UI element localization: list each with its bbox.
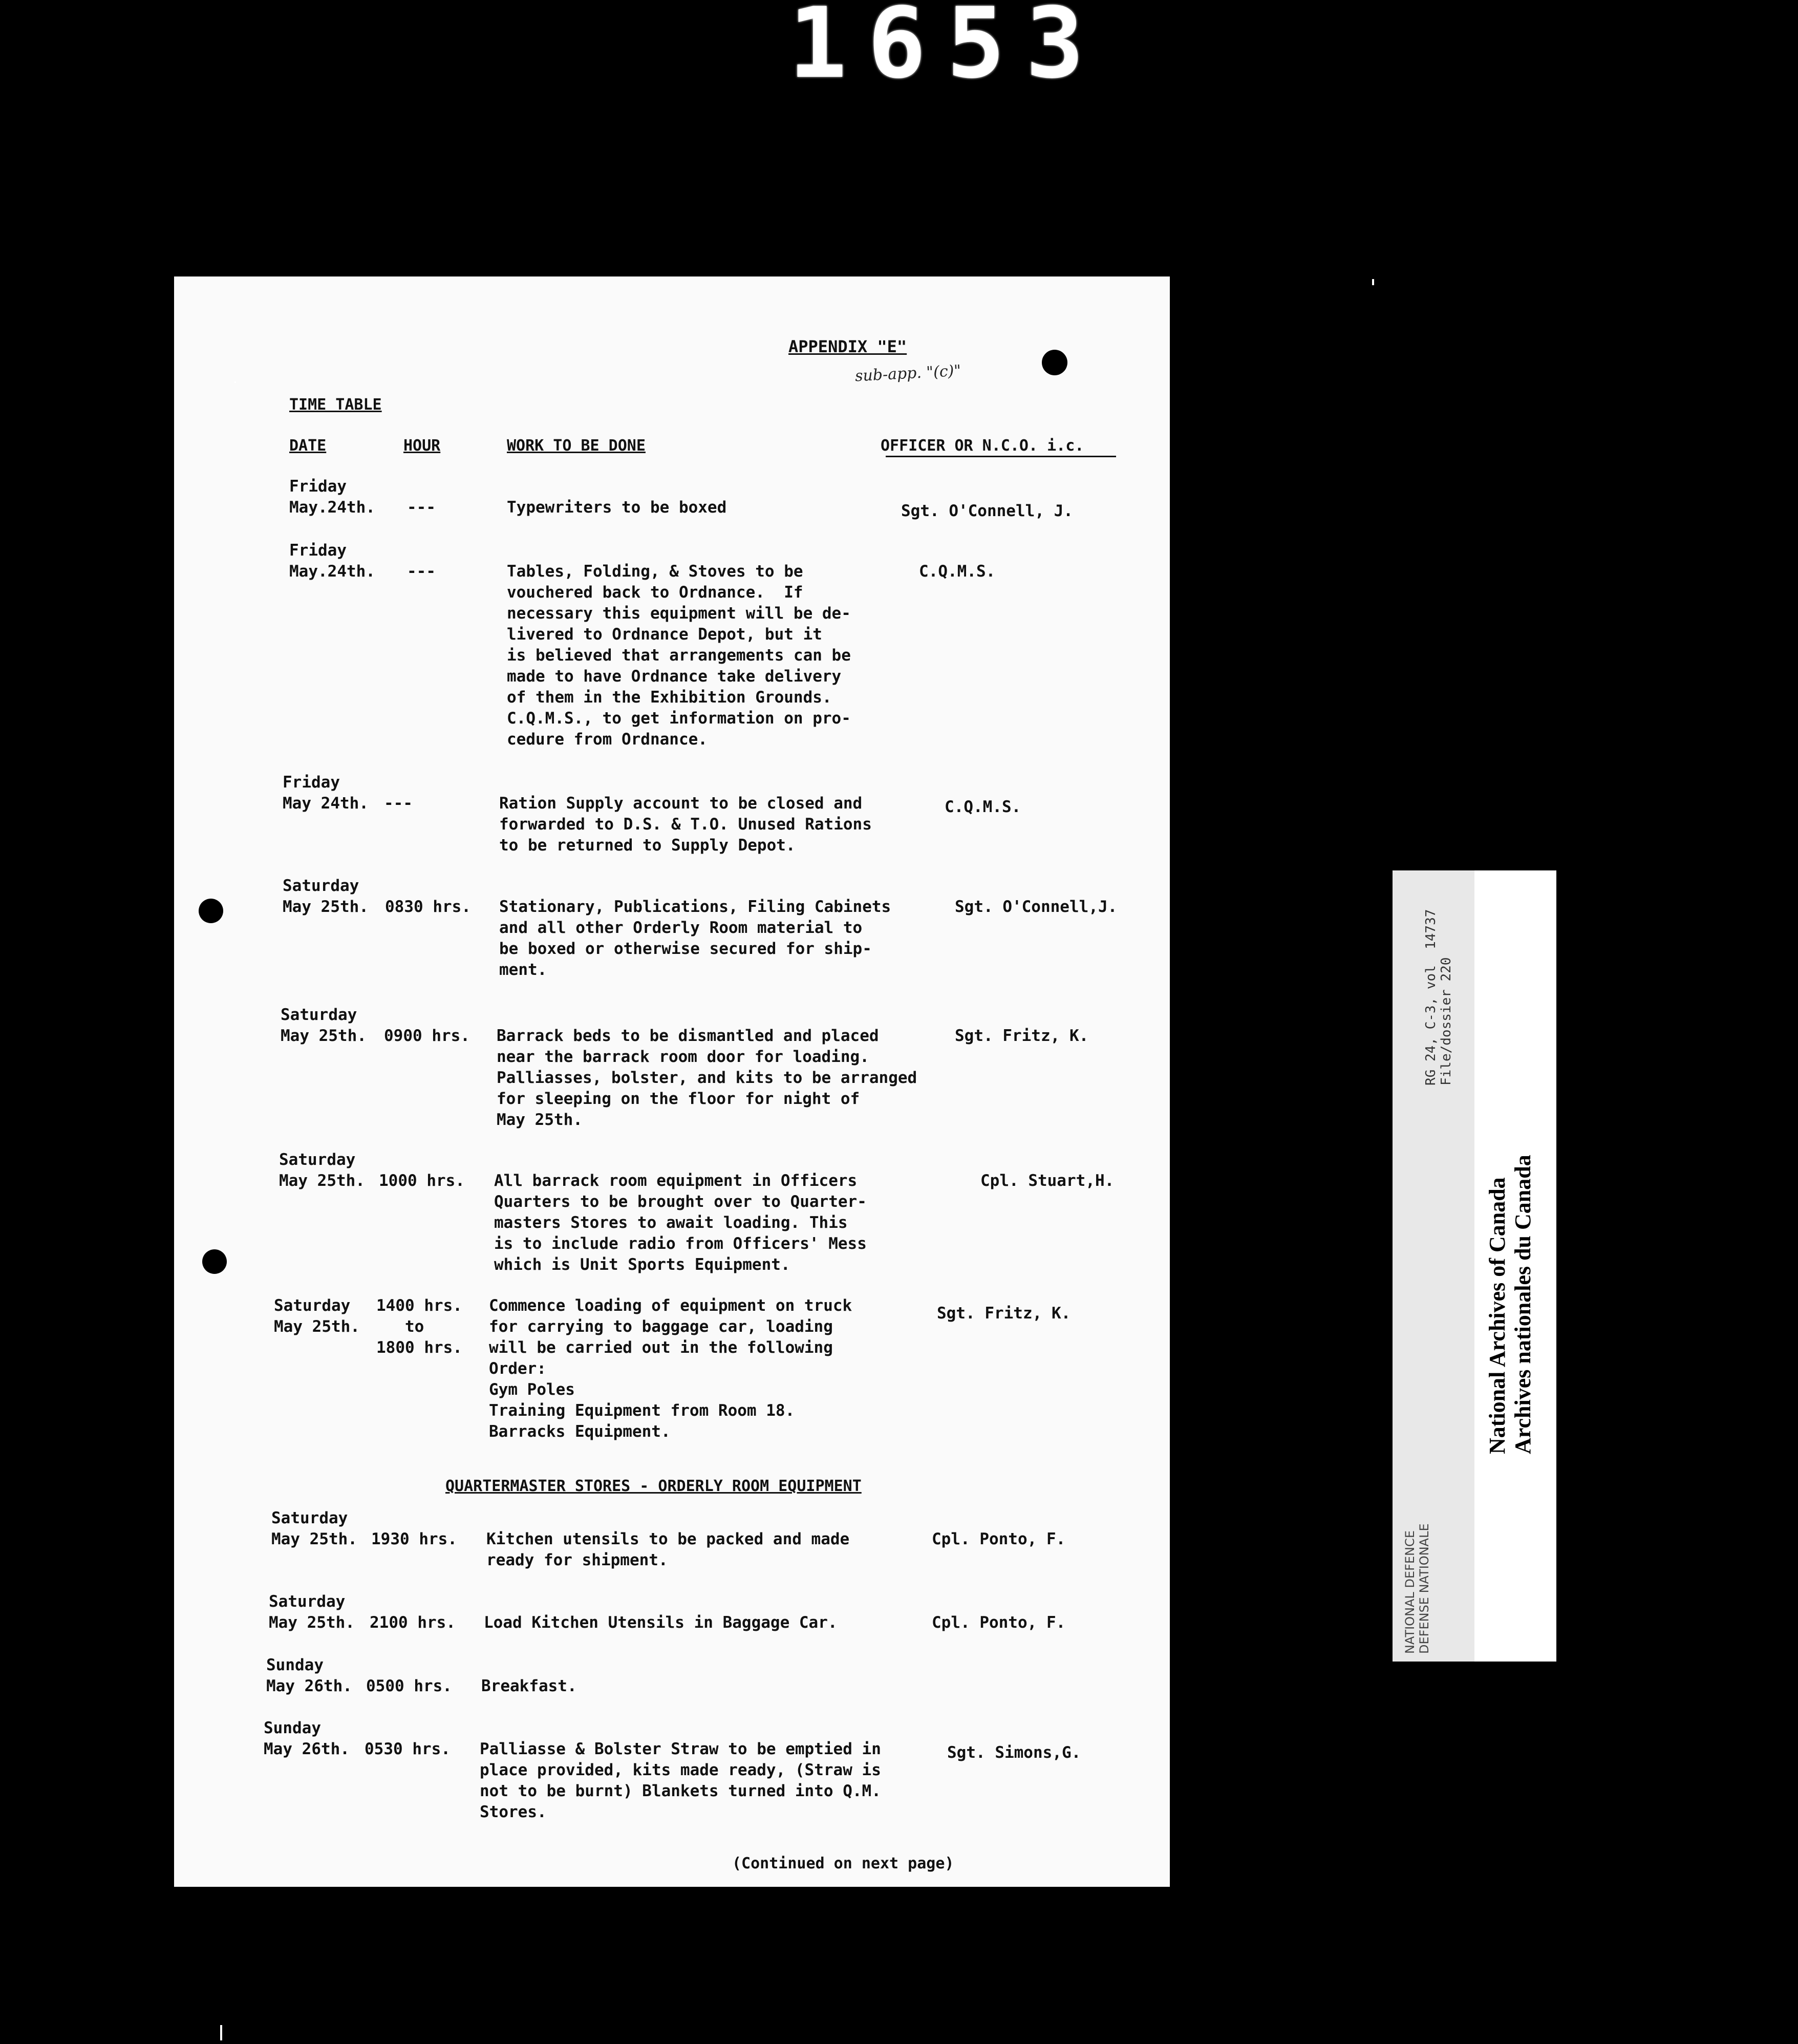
row-hour: 0500 hrs. <box>366 1677 452 1695</box>
row-work: Typewriters to be boxed <box>507 498 727 517</box>
row-hour: 0900 hrs. <box>384 1027 470 1045</box>
archive-institution-label <box>1474 870 1556 1662</box>
row-hour: 0830 hrs. <box>385 898 471 916</box>
row-officer: C.Q.M.S. <box>945 798 1021 816</box>
row-officer: Sgt. Simons,G. <box>947 1743 1081 1762</box>
row-date: Saturday May 25th. <box>283 877 369 916</box>
row-date: Friday May.24th. <box>289 541 375 581</box>
row-work: Stationary, Publications, Filing Cabinets and all other Orderly Room material to be boxed or otherwise secured for ship- ment. <box>499 898 891 979</box>
row-hour: 1930 hrs. <box>371 1530 457 1548</box>
row-officer: Cpl. Stuart,H. <box>980 1172 1115 1190</box>
header-officer: OFFICER OR N.C.O. i.c. <box>881 437 1084 455</box>
header-date: DATE <box>289 437 327 455</box>
row-work: Kitchen utensils to be packed and made ready for shipment. <box>486 1530 850 1569</box>
archive-reference: RG 24, C-3, vol 14737 File/dossier 220 <box>1423 909 1454 1085</box>
row-hour: --- <box>407 562 436 581</box>
row-work: All barrack room equipment in Officers Quarters to be brought over to Quarter- masters Stores to await loading. This is to include radio from Officers' Mess which is Unit Sports Equipment. <box>494 1172 867 1274</box>
header-rule <box>886 456 1116 457</box>
row-officer: Sgt. Fritz, K. <box>937 1304 1071 1323</box>
film-speck <box>1372 279 1374 285</box>
microfilm-frame-number: 1653 <box>788 0 1105 100</box>
row-officer: C.Q.M.S. <box>919 562 996 581</box>
header-hour: HOUR <box>403 437 441 455</box>
row-officer: Cpl. Ponto, F. <box>932 1530 1066 1548</box>
film-speck <box>220 2025 222 2040</box>
row-date: Saturday May 25th. <box>269 1592 355 1632</box>
row-officer: Sgt. O'Connell, J. <box>901 502 1073 520</box>
row-hour: 1000 hrs. <box>379 1172 465 1190</box>
row-work: Tables, Folding, & Stoves to be vouchered back to Ordnance. If necessary this equipment will be de- livered to Ordnance Depot, but it is believed that arrangements can be made to have Ordnance take delivery of them in the Exhibition Grounds. C.Q.M.S., to get information on pro- cedure from Ordnance. <box>507 562 851 749</box>
row-date: Friday May 24th. <box>283 773 369 813</box>
row-work: Ration Supply account to be closed and forwarded to D.S. & T.O. Unused Rations to be returned to Supply Depot. <box>499 794 872 855</box>
punch-hole-top <box>1042 350 1067 375</box>
row-officer: Cpl. Ponto, F. <box>932 1613 1066 1632</box>
row-hour: 1400 hrs. to 1800 hrs. <box>376 1296 462 1357</box>
row-hour: --- <box>384 794 413 813</box>
appendix-label: APPENDIX "E" <box>788 337 907 356</box>
document-page <box>174 276 1170 1887</box>
row-hour: --- <box>407 498 436 517</box>
row-work: Breakfast. <box>481 1677 577 1695</box>
department-stamp: NATIONAL DEFENCE DEFENSE NATIONALE <box>1403 1523 1431 1654</box>
row-hour: 0530 hrs. <box>365 1740 451 1758</box>
archive-institution: National Archives of Canada Archives nationales du Canada <box>1485 1155 1535 1454</box>
punch-hole-left-2 <box>202 1249 227 1274</box>
section-heading: QUARTERMASTER STORES - ORDERLY ROOM EQUIPMENT <box>445 1477 862 1495</box>
handwritten-note: sub-app. "(c)" <box>854 361 962 386</box>
row-date: Saturday May 25th. <box>279 1151 365 1190</box>
row-work: Barrack beds to be dismantled and placed near the barrack room door for loading. Palliasses, bolster, and kits to be arranged for sleeping on the floor for night of May 25th. <box>497 1027 917 1129</box>
row-date: Sunday May 26th. <box>264 1719 350 1758</box>
row-date: Saturday May 25th. <box>274 1296 360 1336</box>
continued-note: (Continued on next page) <box>732 1855 954 1872</box>
row-work: Load Kitchen Utensils in Baggage Car. <box>484 1613 838 1632</box>
punch-hole-left-1 <box>199 899 223 923</box>
row-date: Saturday May 25th. <box>271 1509 357 1548</box>
timetable-title: TIME TABLE <box>289 396 382 414</box>
row-hour: 2100 hrs. <box>370 1613 456 1632</box>
row-date: Friday May.24th. <box>289 477 375 517</box>
row-work: Palliasse & Bolster Straw to be emptied in place provided, kits made ready, (Straw is not to be burnt) Blankets turned into Q.M. Stores. <box>480 1740 881 1821</box>
row-date: Sunday May 26th. <box>266 1656 352 1695</box>
film-speck <box>234 381 236 383</box>
row-work: Commence loading of equipment on truck for carrying to baggage car, loading will be carried out in the following Order: Gym Poles Training Equipment from Room 18. Barracks Equipment. <box>489 1296 852 1441</box>
row-date: Saturday May 25th. <box>281 1006 367 1045</box>
row-officer: Sgt. O'Connell,J. <box>955 898 1118 916</box>
header-work: WORK TO BE DONE <box>507 437 646 455</box>
row-officer: Sgt. Fritz, K. <box>955 1027 1089 1045</box>
